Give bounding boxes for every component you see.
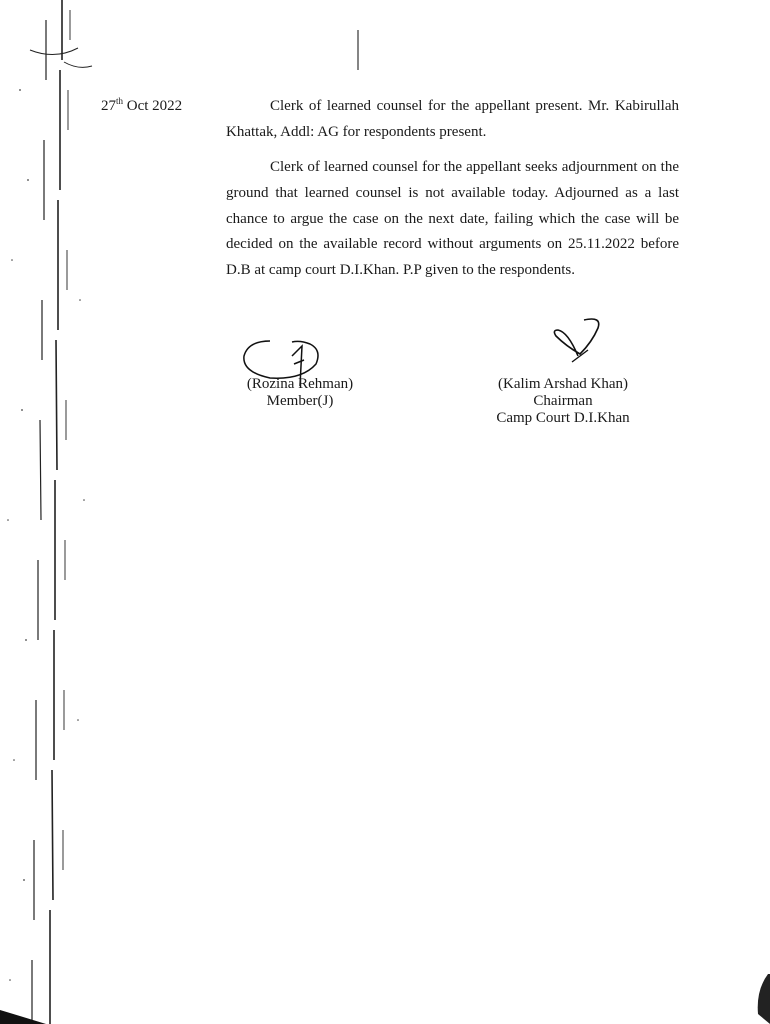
member-signature-block <box>232 376 368 410</box>
order-paragraph-adjournment: Clerk of learned counsel for the appellant seeks adjournment on the ground that learned counsel is not available today. Adjourned as a last chance to argue the case on the next date, failing which the case will be decided on the available record without arguments on 25.11.2022 before D.B at camp court D.I.Khan. P.P given to the respondents. <box>226 159 679 279</box>
member-title: Member(J) <box>266 393 334 409</box>
chairman-signature-block <box>478 376 648 427</box>
scanned-margin-marks <box>0 0 110 1024</box>
chairman-title: Chairman <box>533 393 593 409</box>
punch-hole-mark <box>354 30 362 70</box>
member-name: (Rozina Rehman) <box>246 376 354 392</box>
page-corner-mark <box>752 974 770 1024</box>
order-paragraph-attendance: Clerk of learned counsel for the appellant present. Mr. Kabirullah Khattak, Addl: AG for respondents present. <box>226 98 679 140</box>
chairman-signature <box>548 316 604 366</box>
chairman-location: Camp Court D.I.Khan <box>496 410 630 426</box>
entry-date: 27th Oct 2022 <box>101 96 183 114</box>
chairman-name: (Kalim Arshad Khan) <box>498 376 628 392</box>
